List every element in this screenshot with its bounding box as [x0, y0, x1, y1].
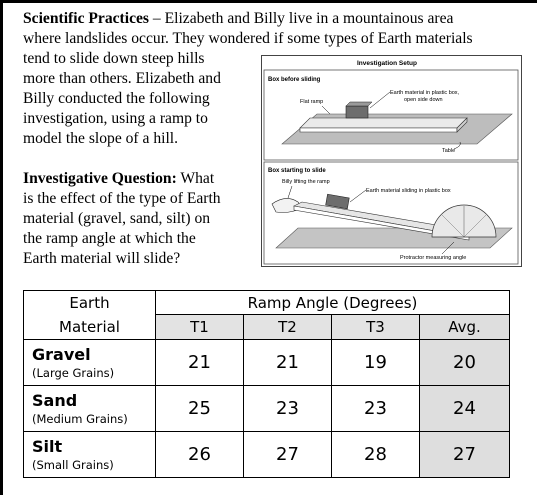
question-line: material (gravel, sand, silt) on — [23, 210, 211, 227]
trial-1-header: T1 — [156, 315, 244, 340]
material-header-top: Earth — [24, 291, 156, 315]
intro-line-2: where landslides occur. They wondered if some types of Earth materials — [23, 30, 473, 47]
earth-box-label-2: open side down — [404, 97, 443, 103]
question-line: the ramp angle at which the — [23, 230, 196, 247]
question-heading: Investigative Question: — [23, 170, 177, 187]
average-value: 27 — [420, 432, 510, 478]
context-line: tend to slide down steep hills — [23, 50, 205, 67]
context-line: more than others. Elizabeth and — [23, 70, 221, 87]
context-line: model the slope of a hill. — [23, 130, 179, 147]
table-row — [24, 386, 510, 432]
figure-title: Investigation Setup — [357, 60, 417, 67]
heading-dash: – — [149, 10, 165, 27]
table-label: Table — [442, 148, 456, 154]
sliding-label: Earth material sliding in plastic box — [366, 188, 451, 194]
trial-2-value: 23 — [244, 386, 332, 432]
trial-1-value: 21 — [156, 340, 244, 386]
average-value: 20 — [420, 340, 510, 386]
investigative-question — [23, 169, 253, 269]
protractor-label: Protractor measuring angle — [400, 255, 467, 261]
table-row — [24, 432, 510, 478]
left-column-text — [23, 49, 253, 269]
material-cell — [24, 432, 156, 478]
material-name: Sand — [32, 390, 78, 410]
panel2-title: Box starting to slide — [268, 168, 326, 174]
context-text — [23, 49, 253, 149]
trial-1-value: 25 — [156, 386, 244, 432]
question-line: What — [176, 170, 215, 187]
intro-paragraph — [23, 9, 533, 49]
panel1-title: Box before sliding — [268, 77, 321, 83]
earth-material-box — [346, 106, 368, 118]
ramp-angle-header: Ramp Angle (Degrees) — [156, 291, 510, 315]
trial-2-header: T2 — [244, 315, 332, 340]
grain-size: (Large Grains) — [32, 365, 115, 380]
earth-box-label-1: Earth material in plastic box, — [390, 90, 460, 96]
context-line: Billy conducted the following — [23, 90, 210, 107]
grain-size: (Small Grains) — [32, 457, 114, 472]
grain-size: (Medium Grains) — [32, 411, 128, 426]
results-table — [23, 290, 510, 478]
context-line: investigation, using a ramp to — [23, 110, 208, 127]
trial-3-header: T3 — [332, 315, 420, 340]
trial-2-value: 21 — [244, 340, 332, 386]
setup-diagram — [262, 56, 521, 266]
billy-label: Billy lifting the ramp — [282, 179, 330, 185]
investigation-setup-figure — [261, 55, 522, 267]
section-heading: Scientific Practices — [23, 10, 149, 27]
question-line: is the effect of the type of Earth — [23, 190, 221, 207]
material-header-bottom: Material — [24, 315, 156, 340]
trial-3-value: 28 — [332, 432, 420, 478]
trial-3-value: 23 — [332, 386, 420, 432]
average-header: Avg. — [420, 315, 510, 340]
trial-3-value: 19 — [332, 340, 420, 386]
flat-ramp-label: Flat ramp — [300, 99, 324, 105]
trial-1-value: 26 — [156, 432, 244, 478]
material-name: Gravel — [32, 344, 91, 364]
table-row — [24, 340, 510, 386]
material-name: Silt — [32, 436, 63, 456]
average-value: 24 — [420, 386, 510, 432]
flat-ramp — [300, 118, 467, 128]
intro-line-1: Elizabeth and Billy live in a mountainous area — [164, 10, 454, 27]
material-cell — [24, 340, 156, 386]
material-cell — [24, 386, 156, 432]
trial-2-value: 27 — [244, 432, 332, 478]
question-line: Earth material will slide? — [23, 250, 181, 267]
